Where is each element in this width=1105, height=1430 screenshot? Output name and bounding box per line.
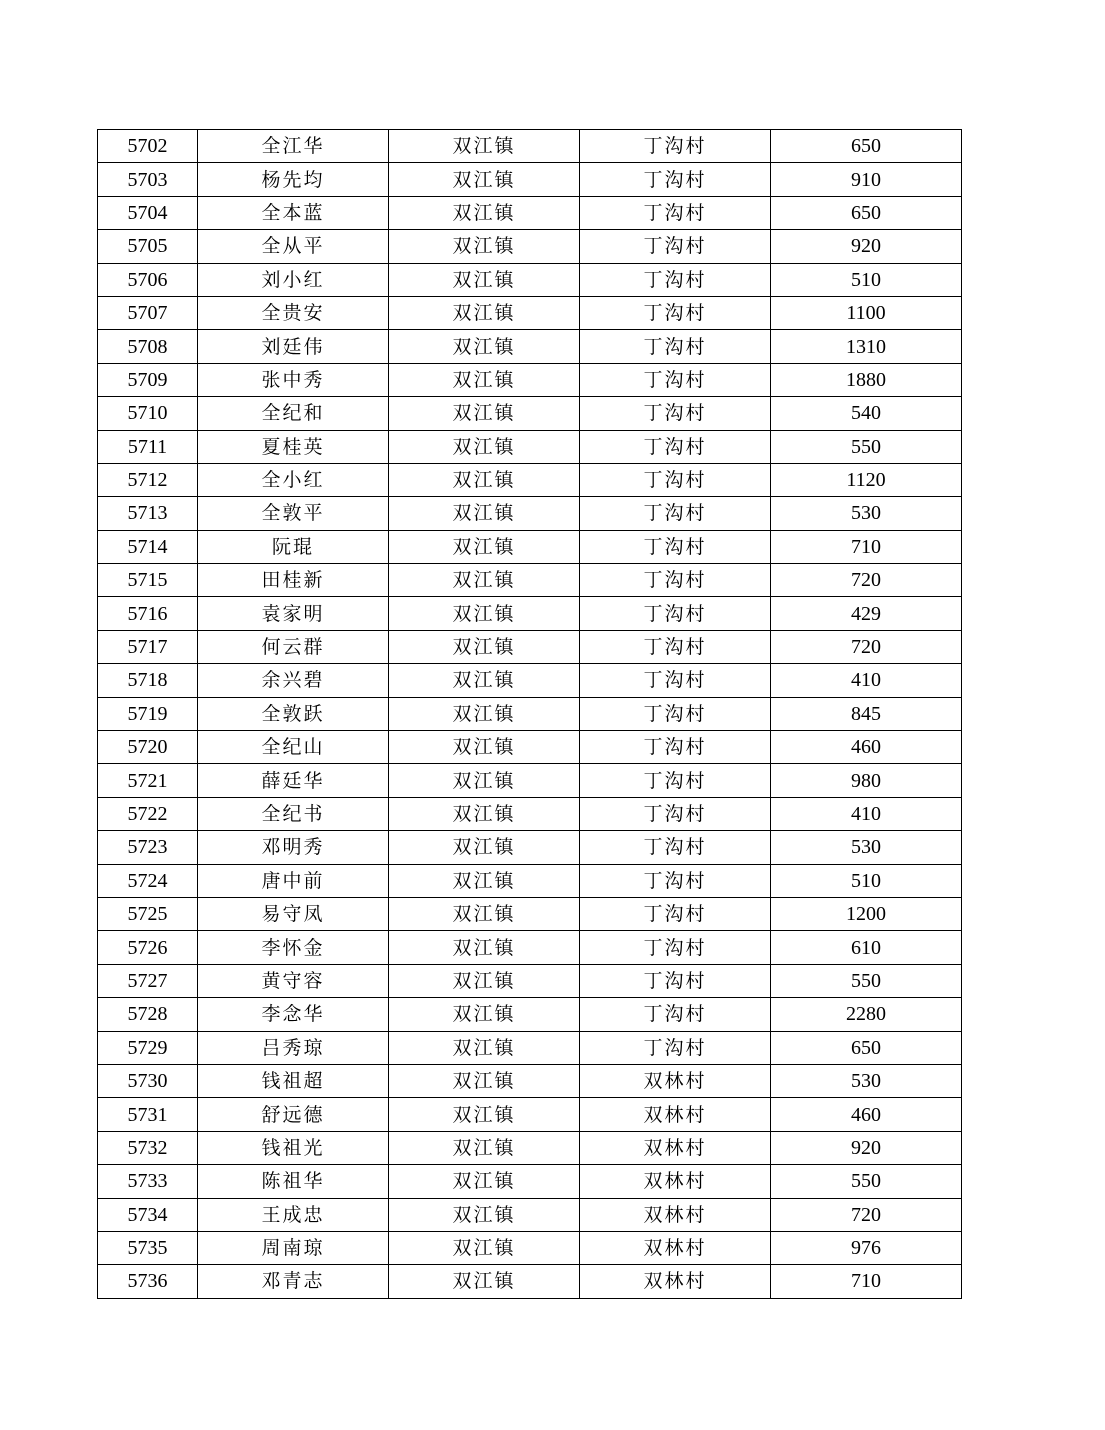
name-cell: 易守凤 — [198, 897, 389, 930]
table-row — [98, 1165, 962, 1198]
record-number-cell: 5710 — [98, 397, 198, 430]
table-body — [98, 130, 962, 1299]
record-number-cell: 5714 — [98, 530, 198, 563]
table-row — [98, 230, 962, 263]
table-row — [98, 1265, 962, 1298]
record-number-cell: 5702 — [98, 130, 198, 163]
amount-cell: 410 — [771, 797, 962, 830]
village-cell: 丁沟村 — [580, 697, 771, 730]
table-row — [98, 998, 962, 1031]
name-cell: 全纪和 — [198, 397, 389, 430]
town-cell: 双江镇 — [389, 530, 580, 563]
table-row — [98, 263, 962, 296]
town-cell: 双江镇 — [389, 296, 580, 329]
village-cell: 双林村 — [580, 1231, 771, 1264]
amount-cell: 1100 — [771, 296, 962, 329]
village-cell: 丁沟村 — [580, 998, 771, 1031]
village-cell: 丁沟村 — [580, 664, 771, 697]
name-cell: 钱祖光 — [198, 1131, 389, 1164]
name-cell: 全江华 — [198, 130, 389, 163]
record-number-cell: 5729 — [98, 1031, 198, 1064]
name-cell: 刘小红 — [198, 263, 389, 296]
name-cell: 阮琨 — [198, 530, 389, 563]
table-row — [98, 463, 962, 496]
table-row — [98, 530, 962, 563]
town-cell: 双江镇 — [389, 998, 580, 1031]
table-row — [98, 897, 962, 930]
village-cell: 双林村 — [580, 1198, 771, 1231]
record-number-cell: 5716 — [98, 597, 198, 630]
amount-cell: 550 — [771, 964, 962, 997]
town-cell: 双江镇 — [389, 697, 580, 730]
village-cell: 双林村 — [580, 1165, 771, 1198]
amount-cell: 540 — [771, 397, 962, 430]
village-cell: 丁沟村 — [580, 897, 771, 930]
town-cell: 双江镇 — [389, 263, 580, 296]
name-cell: 全小红 — [198, 463, 389, 496]
record-number-cell: 5731 — [98, 1098, 198, 1131]
village-cell: 丁沟村 — [580, 196, 771, 229]
table-row — [98, 964, 962, 997]
village-cell: 丁沟村 — [580, 797, 771, 830]
data-table — [97, 129, 962, 1299]
town-cell: 双江镇 — [389, 463, 580, 496]
village-cell: 丁沟村 — [580, 363, 771, 396]
amount-cell: 710 — [771, 1265, 962, 1298]
table-row — [98, 731, 962, 764]
record-number-cell: 5730 — [98, 1064, 198, 1097]
town-cell: 双江镇 — [389, 630, 580, 663]
town-cell: 双江镇 — [389, 864, 580, 897]
village-cell: 丁沟村 — [580, 296, 771, 329]
table-row — [98, 130, 962, 163]
town-cell: 双江镇 — [389, 664, 580, 697]
village-cell: 丁沟村 — [580, 764, 771, 797]
amount-cell: 650 — [771, 1031, 962, 1064]
town-cell: 双江镇 — [389, 764, 580, 797]
record-number-cell: 5722 — [98, 797, 198, 830]
record-number-cell: 5707 — [98, 296, 198, 329]
amount-cell: 1880 — [771, 363, 962, 396]
amount-cell: 710 — [771, 530, 962, 563]
table-row — [98, 1098, 962, 1131]
record-number-cell: 5721 — [98, 764, 198, 797]
town-cell: 双江镇 — [389, 1265, 580, 1298]
name-cell: 李念华 — [198, 998, 389, 1031]
table-row — [98, 330, 962, 363]
table-row — [98, 430, 962, 463]
table-row — [98, 1031, 962, 1064]
table-row — [98, 630, 962, 663]
table-row — [98, 497, 962, 530]
village-cell: 丁沟村 — [580, 397, 771, 430]
amount-cell: 976 — [771, 1231, 962, 1264]
amount-cell: 910 — [771, 163, 962, 196]
record-number-cell: 5717 — [98, 630, 198, 663]
amount-cell: 510 — [771, 263, 962, 296]
town-cell: 双江镇 — [389, 1064, 580, 1097]
record-number-cell: 5725 — [98, 897, 198, 930]
village-cell: 丁沟村 — [580, 330, 771, 363]
amount-cell: 550 — [771, 1165, 962, 1198]
record-number-cell: 5708 — [98, 330, 198, 363]
name-cell: 张中秀 — [198, 363, 389, 396]
name-cell: 何云群 — [198, 630, 389, 663]
amount-cell: 1200 — [771, 897, 962, 930]
record-number-cell: 5704 — [98, 196, 198, 229]
record-number-cell: 5736 — [98, 1265, 198, 1298]
village-cell: 丁沟村 — [580, 831, 771, 864]
name-cell: 全纪山 — [198, 731, 389, 764]
record-number-cell: 5728 — [98, 998, 198, 1031]
town-cell: 双江镇 — [389, 130, 580, 163]
village-cell: 丁沟村 — [580, 864, 771, 897]
amount-cell: 720 — [771, 630, 962, 663]
town-cell: 双江镇 — [389, 430, 580, 463]
amount-cell: 460 — [771, 1098, 962, 1131]
name-cell: 夏桂英 — [198, 430, 389, 463]
town-cell: 双江镇 — [389, 1231, 580, 1264]
record-number-cell: 5709 — [98, 363, 198, 396]
table-row — [98, 196, 962, 229]
name-cell: 袁家明 — [198, 597, 389, 630]
name-cell: 黄守容 — [198, 964, 389, 997]
record-number-cell: 5715 — [98, 564, 198, 597]
record-number-cell: 5726 — [98, 931, 198, 964]
amount-cell: 1310 — [771, 330, 962, 363]
town-cell: 双江镇 — [389, 597, 580, 630]
record-number-cell: 5705 — [98, 230, 198, 263]
name-cell: 全敦平 — [198, 497, 389, 530]
town-cell: 双江镇 — [389, 964, 580, 997]
town-cell: 双江镇 — [389, 1165, 580, 1198]
name-cell: 全本蓝 — [198, 196, 389, 229]
record-number-cell: 5732 — [98, 1131, 198, 1164]
record-number-cell: 5724 — [98, 864, 198, 897]
town-cell: 双江镇 — [389, 1198, 580, 1231]
record-number-cell: 5703 — [98, 163, 198, 196]
name-cell: 邓青志 — [198, 1265, 389, 1298]
amount-cell: 429 — [771, 597, 962, 630]
record-number-cell: 5713 — [98, 497, 198, 530]
name-cell: 田桂新 — [198, 564, 389, 597]
record-number-cell: 5727 — [98, 964, 198, 997]
name-cell: 余兴碧 — [198, 664, 389, 697]
amount-cell: 510 — [771, 864, 962, 897]
town-cell: 双江镇 — [389, 196, 580, 229]
amount-cell: 530 — [771, 831, 962, 864]
record-number-cell: 5733 — [98, 1165, 198, 1198]
table-row — [98, 1198, 962, 1231]
record-number-cell: 5711 — [98, 430, 198, 463]
record-number-cell: 5719 — [98, 697, 198, 730]
village-cell: 丁沟村 — [580, 964, 771, 997]
name-cell: 吕秀琼 — [198, 1031, 389, 1064]
amount-cell: 550 — [771, 430, 962, 463]
name-cell: 全从平 — [198, 230, 389, 263]
record-number-cell: 5718 — [98, 664, 198, 697]
town-cell: 双江镇 — [389, 397, 580, 430]
table-row — [98, 1131, 962, 1164]
village-cell: 双林村 — [580, 1265, 771, 1298]
name-cell: 刘廷伟 — [198, 330, 389, 363]
name-cell: 邓明秀 — [198, 831, 389, 864]
name-cell: 全贵安 — [198, 296, 389, 329]
amount-cell: 410 — [771, 664, 962, 697]
amount-cell: 610 — [771, 931, 962, 964]
amount-cell: 460 — [771, 731, 962, 764]
village-cell: 丁沟村 — [580, 163, 771, 196]
village-cell: 丁沟村 — [580, 497, 771, 530]
table-row — [98, 697, 962, 730]
table-row — [98, 764, 962, 797]
village-cell: 丁沟村 — [580, 130, 771, 163]
name-cell: 薛廷华 — [198, 764, 389, 797]
village-cell: 丁沟村 — [580, 931, 771, 964]
table-row — [98, 363, 962, 396]
amount-cell: 920 — [771, 1131, 962, 1164]
village-cell: 丁沟村 — [580, 263, 771, 296]
town-cell: 双江镇 — [389, 797, 580, 830]
name-cell: 陈祖华 — [198, 1165, 389, 1198]
name-cell: 李怀金 — [198, 931, 389, 964]
table-row — [98, 564, 962, 597]
village-cell: 双林村 — [580, 1131, 771, 1164]
town-cell: 双江镇 — [389, 497, 580, 530]
amount-cell: 720 — [771, 564, 962, 597]
town-cell: 双江镇 — [389, 1098, 580, 1131]
town-cell: 双江镇 — [389, 330, 580, 363]
village-cell: 丁沟村 — [580, 230, 771, 263]
name-cell: 全敦跃 — [198, 697, 389, 730]
amount-cell: 650 — [771, 196, 962, 229]
table-row — [98, 163, 962, 196]
village-cell: 丁沟村 — [580, 1031, 771, 1064]
village-cell: 双林村 — [580, 1064, 771, 1097]
amount-cell: 920 — [771, 230, 962, 263]
village-cell: 丁沟村 — [580, 564, 771, 597]
town-cell: 双江镇 — [389, 230, 580, 263]
name-cell: 钱祖超 — [198, 1064, 389, 1097]
amount-cell: 720 — [771, 1198, 962, 1231]
record-number-cell: 5706 — [98, 263, 198, 296]
table-row — [98, 864, 962, 897]
town-cell: 双江镇 — [389, 731, 580, 764]
record-number-cell: 5712 — [98, 463, 198, 496]
table-row — [98, 1231, 962, 1264]
town-cell: 双江镇 — [389, 1031, 580, 1064]
village-cell: 丁沟村 — [580, 530, 771, 563]
record-number-cell: 5723 — [98, 831, 198, 864]
village-cell: 丁沟村 — [580, 463, 771, 496]
amount-cell: 650 — [771, 130, 962, 163]
table-row — [98, 1064, 962, 1097]
name-cell: 周南琼 — [198, 1231, 389, 1264]
table-row — [98, 296, 962, 329]
name-cell: 全纪书 — [198, 797, 389, 830]
table-row — [98, 664, 962, 697]
town-cell: 双江镇 — [389, 897, 580, 930]
table-row — [98, 597, 962, 630]
record-number-cell: 5720 — [98, 731, 198, 764]
name-cell: 杨先均 — [198, 163, 389, 196]
amount-cell: 1120 — [771, 463, 962, 496]
amount-cell: 530 — [771, 1064, 962, 1097]
record-number-cell: 5735 — [98, 1231, 198, 1264]
amount-cell: 980 — [771, 764, 962, 797]
table-row — [98, 931, 962, 964]
town-cell: 双江镇 — [389, 163, 580, 196]
village-cell: 双林村 — [580, 1098, 771, 1131]
amount-cell: 2280 — [771, 998, 962, 1031]
town-cell: 双江镇 — [389, 931, 580, 964]
village-cell: 丁沟村 — [580, 731, 771, 764]
table-row — [98, 797, 962, 830]
name-cell: 唐中前 — [198, 864, 389, 897]
amount-cell: 845 — [771, 697, 962, 730]
town-cell: 双江镇 — [389, 363, 580, 396]
name-cell: 王成忠 — [198, 1198, 389, 1231]
village-cell: 丁沟村 — [580, 430, 771, 463]
name-cell: 舒远德 — [198, 1098, 389, 1131]
village-cell: 丁沟村 — [580, 630, 771, 663]
town-cell: 双江镇 — [389, 1131, 580, 1164]
table-row — [98, 831, 962, 864]
amount-cell: 530 — [771, 497, 962, 530]
town-cell: 双江镇 — [389, 831, 580, 864]
table-row — [98, 397, 962, 430]
town-cell: 双江镇 — [389, 564, 580, 597]
village-cell: 丁沟村 — [580, 597, 771, 630]
record-number-cell: 5734 — [98, 1198, 198, 1231]
